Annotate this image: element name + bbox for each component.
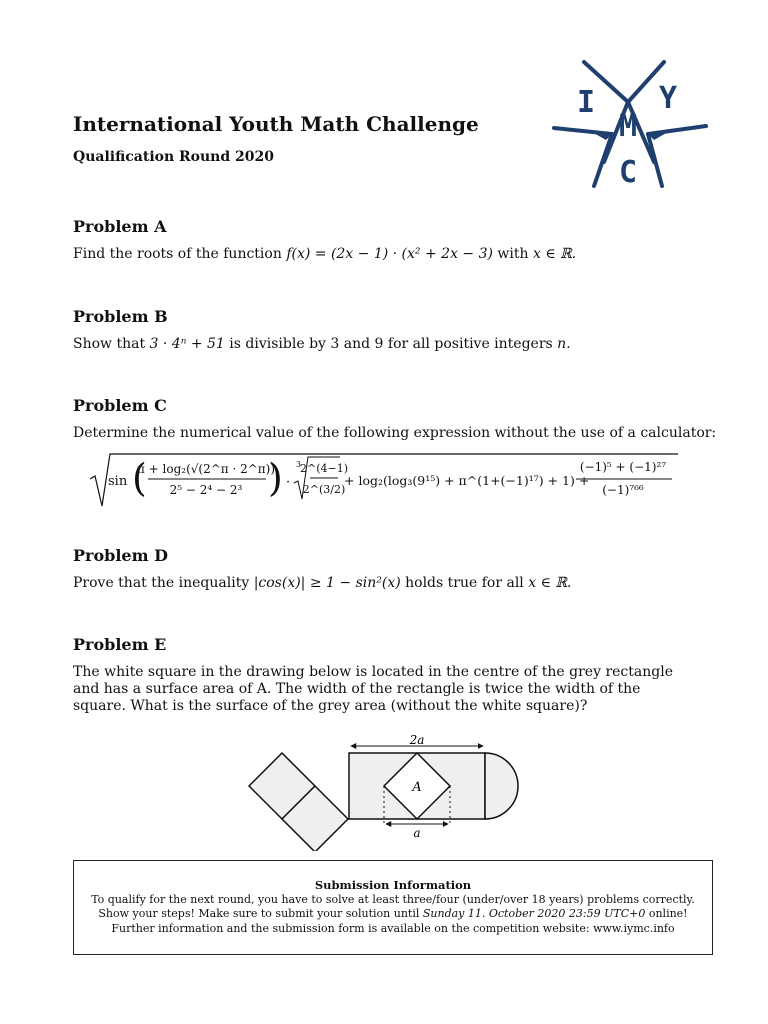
logo-letter-m: M (618, 109, 638, 144)
problem-c-text: Determine the numerical value of the following expression without the use of a calculator: (73, 425, 717, 441)
problem-e-heading: Problem E (73, 635, 167, 654)
page-title: International Youth Math Challenge (73, 112, 479, 136)
iymc-logo (550, 58, 710, 194)
page-subtitle: Qualification Round 2020 (73, 149, 274, 165)
expr-frac2-den: (−1)⁷⁶⁶ (602, 483, 644, 497)
figure-label-a: a (413, 826, 421, 840)
problem-a-heading: Problem A (73, 217, 167, 236)
figure-label-a-area: A (412, 780, 422, 795)
submission-line-1: To qualify for the next round, you have to solve at least three/four (under/over 18 years) problems correctly. (91, 892, 695, 906)
expr-cbrt-den: 2^(3/2) (302, 483, 346, 496)
svg-text:): ) (268, 456, 283, 500)
expr-middle: + log₂(log₃(9¹⁵) + π^(1+(−1)¹⁷) + 1) + (344, 473, 590, 488)
svg-text:(: ( (132, 456, 147, 500)
problem-b-heading: Problem B (73, 307, 168, 326)
problem-d-heading: Problem D (73, 546, 168, 565)
figure-label-2a: 2a (409, 733, 425, 747)
logo-letter-c: C (618, 155, 638, 190)
submission-line-3: Further information and the submission form is available on the competition website: www.iymc.info (111, 921, 675, 935)
problem-e-text: The white square in the drawing below is located in the centre of the grey rectangle and has a surface area of A. The width of the rectangle is twice the width of the square. What is the surface of the grey area (without the white square)? (73, 664, 673, 714)
logo-letter-y: Y (658, 81, 678, 116)
logo-letter-i: I (576, 85, 596, 120)
problem-c-expression (88, 449, 688, 515)
submission-title: Submission Information (314, 878, 472, 892)
problem-e-figure (245, 733, 535, 855)
expr-frac1-num: π + log₂(√(2^π · 2^π)) (136, 462, 276, 476)
svg-text:3: 3 (296, 460, 302, 469)
submission-deadline: Sunday 11. October 2020 23:59 UTC+0 (422, 907, 646, 920)
problem-d-text: Prove that the inequality |cos(x)| ≥ 1 − sin²(x) holds true for all x ∈ ℝ. (73, 575, 572, 591)
expr-sin: sin (108, 474, 128, 489)
problem-b-text: Show that 3 · 4ⁿ + 51 is divisible by 3 and 9 for all positive integers n. (73, 336, 571, 352)
expr-cbrt-num: 2^(4−1) (299, 462, 349, 475)
submission-line-2: Show your steps! Make sure to submit your solution until Sunday 11. October 2020 23:59 UTC+0 online! (98, 907, 688, 920)
expr-frac2-num: (−1)⁵ + (−1)²⁷ (579, 460, 667, 474)
problem-c-heading: Problem C (73, 396, 167, 415)
svg-text:·: · (286, 475, 291, 490)
problem-a-text: Find the roots of the function f(x) = (2x − 1) · (x² + 2x − 3) with x ∈ ℝ. (73, 246, 577, 262)
submission-info-box (73, 860, 713, 955)
expr-frac1-den: 2⁵ − 2⁴ − 2³ (169, 483, 243, 497)
